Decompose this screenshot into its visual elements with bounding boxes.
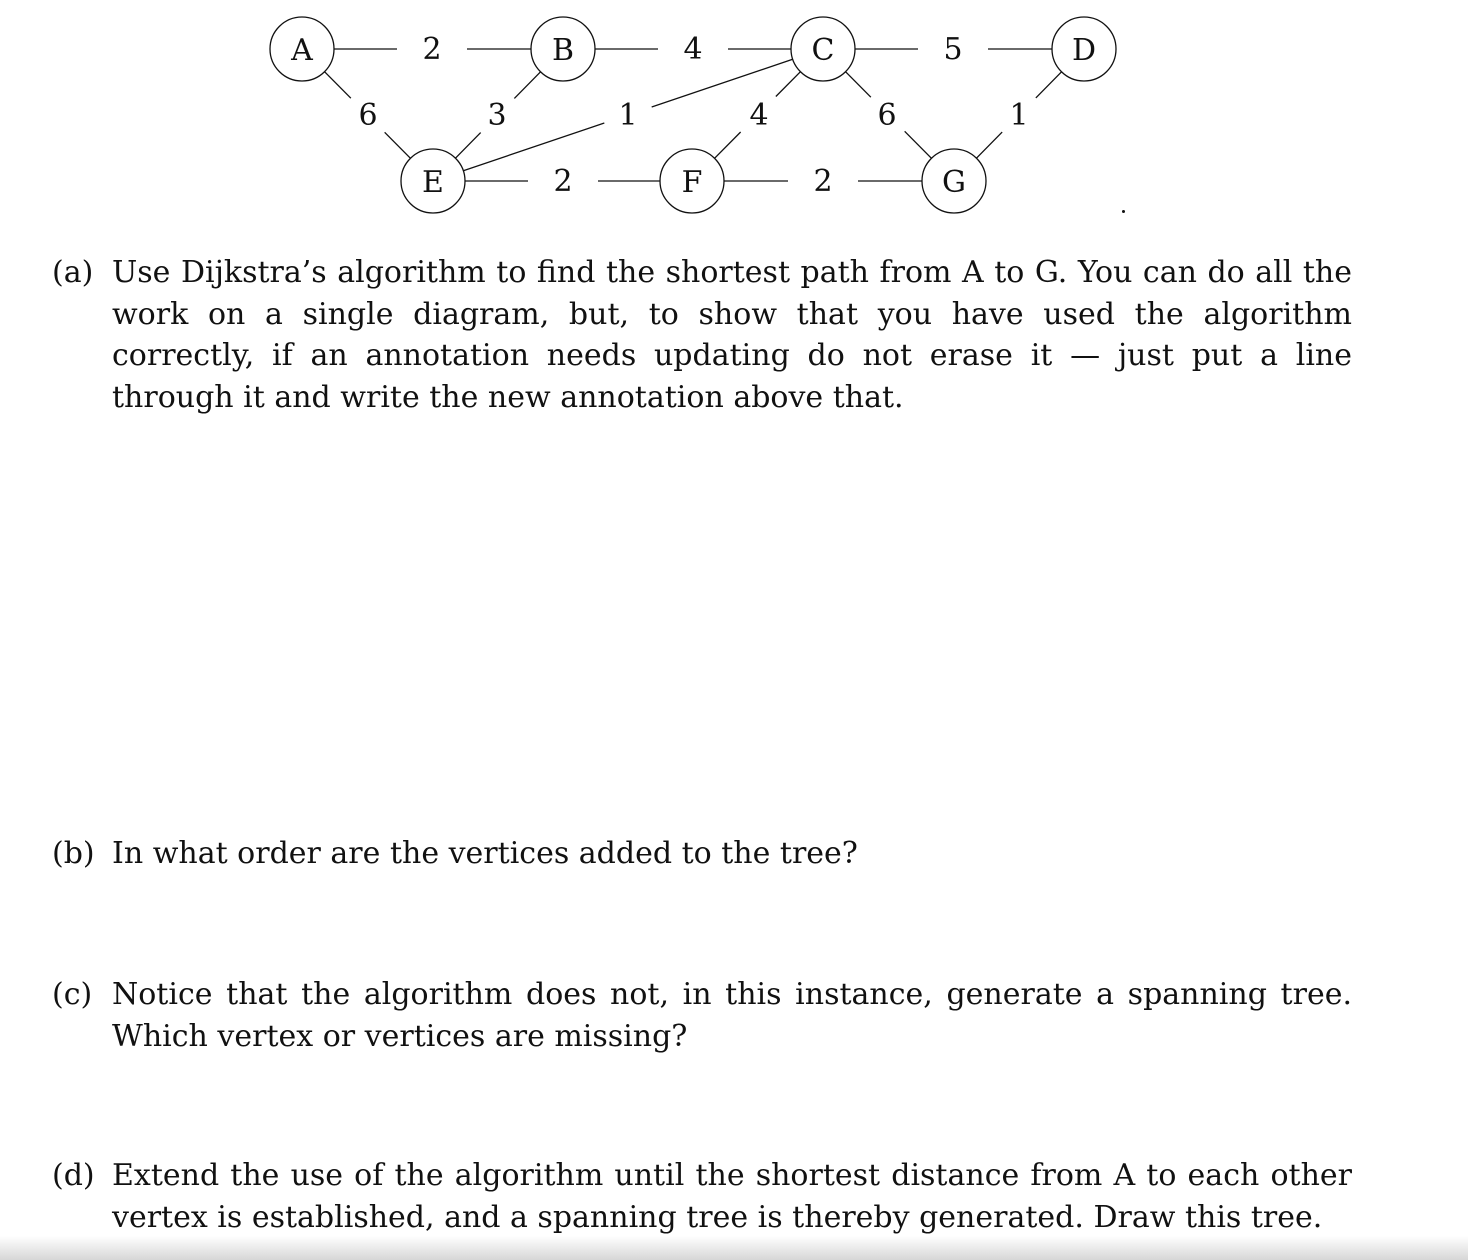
- question-c-tag: (c): [52, 977, 93, 1012]
- edge-C-G: [846, 72, 932, 159]
- edge-line: [652, 59, 793, 107]
- node-A: [270, 17, 334, 81]
- edge-line: [385, 132, 411, 158]
- edge-weight-label: 1: [1009, 98, 1029, 133]
- question-a: [52, 252, 1352, 418]
- question-d-tag: (d): [52, 1158, 95, 1193]
- edge-weight-label: 1: [618, 98, 638, 133]
- question-b-text: In what order are the vertices added to the tree?: [112, 836, 858, 871]
- node-E: [401, 149, 465, 213]
- edge-weight-label: 5: [943, 32, 963, 67]
- node-B: [531, 17, 595, 81]
- edge-weight-label: 4: [749, 98, 769, 133]
- edge-line: [1036, 72, 1062, 98]
- question-c: [52, 974, 1352, 1057]
- edge-E-C: [463, 59, 792, 170]
- node-label: E: [422, 165, 444, 200]
- question-b-tag: (b): [52, 836, 95, 871]
- edge-line: [463, 123, 604, 171]
- question-c-text: Notice that the algorithm does not, in this instance, generate a spanning tree. Which vertex or vertices are missing?: [112, 977, 1352, 1054]
- edge-weight-label: 6: [877, 98, 897, 133]
- bottom-shadow: [0, 1236, 1468, 1260]
- edge-F-G: [724, 164, 922, 199]
- question-d: [52, 1155, 1352, 1238]
- edge-line: [715, 132, 741, 158]
- edge-B-C: [595, 32, 791, 67]
- stray-dot: [1122, 210, 1125, 213]
- node-C: [791, 17, 855, 81]
- edge-weight-label: 2: [553, 164, 573, 199]
- node-label: C: [811, 33, 835, 68]
- node-label: G: [942, 165, 966, 200]
- edge-line: [776, 72, 801, 97]
- edge-A-B: [334, 32, 531, 67]
- edge-D-G: [976, 72, 1061, 158]
- edge-line: [846, 72, 871, 98]
- edge-E-F: [465, 164, 660, 199]
- edge-weight-label: 6: [358, 98, 378, 133]
- question-b: [52, 833, 1352, 875]
- question-d-text: Extend the use of the algorithm until the shortest distance from A to each other vertex is established, and a spanning tree is thereby generated. Draw this tree.: [112, 1158, 1352, 1235]
- edge-A-E: [325, 72, 411, 159]
- question-a-tag: (a): [52, 255, 94, 290]
- node-label: A: [291, 33, 313, 68]
- node-label: D: [1071, 33, 1097, 68]
- edge-weight-label: 2: [422, 32, 442, 67]
- edge-line: [325, 72, 351, 99]
- edge-weight-label: 2: [813, 164, 833, 199]
- edge-line: [976, 132, 1002, 158]
- edge-line: [514, 72, 540, 99]
- edge-weight-label: 3: [487, 98, 507, 133]
- edge-C-F: [715, 72, 801, 159]
- question-a-text: Use Dijkstra’s algorithm to find the shortest path from A to G. You can do all the work on a single diagram, but, to show that you have used the algorithm correctly, if an annotation needs updating do not erase it — just put a line through it and write the new annotation above that.: [112, 255, 1352, 415]
- edge-weight-label: 4: [683, 32, 703, 67]
- node-D: [1052, 17, 1116, 81]
- node-label: F: [681, 165, 703, 200]
- edge-line: [455, 133, 480, 159]
- edge-C-D: [855, 32, 1052, 67]
- edge-B-E: [455, 72, 540, 158]
- node-G: [922, 149, 986, 213]
- node-F: [660, 149, 724, 213]
- weighted-graph-diagram: [0, 0, 1468, 230]
- edge-line: [905, 131, 932, 158]
- node-label: B: [551, 33, 575, 68]
